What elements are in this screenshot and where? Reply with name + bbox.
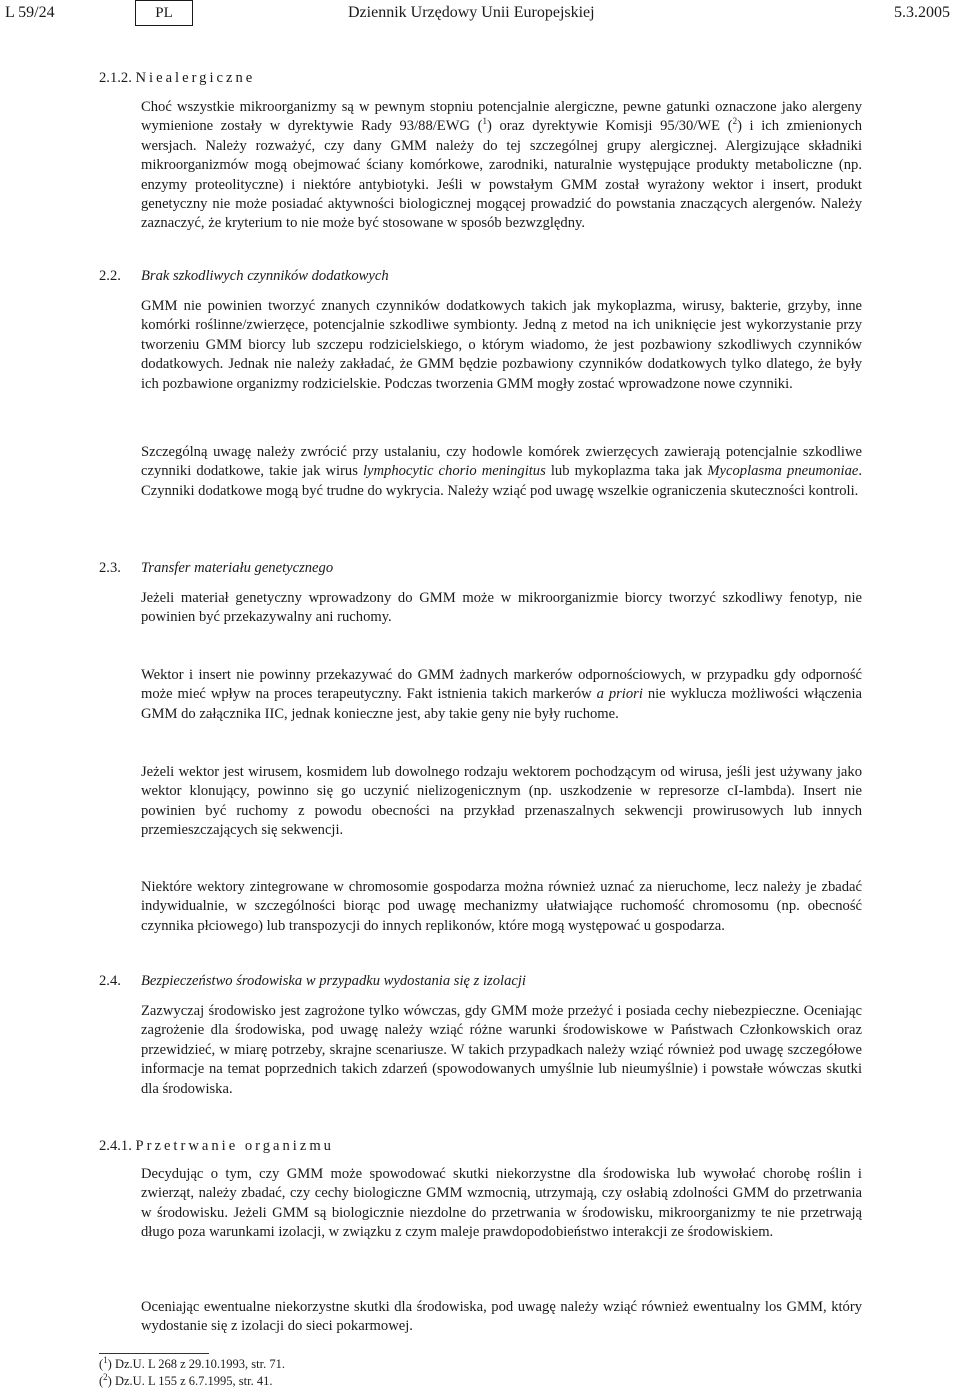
text-run: Wektor i insert nie powinny przekazywać do GMM żadnych markerów odpornościowych, w przypadku gdy odporność może mieć wpływ na proces terapeutyczny. Fakt istnienia takich markerów bbox=[141, 667, 862, 703]
section-number: 2.1.2. bbox=[99, 70, 132, 86]
text-run: . Czynniki dodatkowe mogą być trudne do wykrycia. Należy wziąć pod uwagę wszelkie ograniczenia skuteczności kontroli. bbox=[141, 463, 863, 499]
footnote-text: Dz.U. L 155 z 6.7.1995, str. 41. bbox=[114, 1374, 273, 1388]
text-run: ) oraz dyrektywie Komisji 95/30/WE ( bbox=[487, 118, 733, 135]
species-name: Mycoplasma pneumoniae bbox=[707, 463, 859, 480]
section-title: Niealergiczne bbox=[135, 70, 256, 86]
paragraph-environment-safety bbox=[141, 1002, 862, 1099]
paragraph-cell-cultures bbox=[141, 443, 862, 501]
text-run: ) i ich zmienionych wersjach. Należy rozważyć, czy dany GMM należy do tej szczególnej grupy alergicznej. Alergizujące składniki mikroorganizmów mogą obejmować ściany komórkowe, zarodniki, naturalnie występujące produkty metaboliczne (np. enzymy proteolityczne) i niektóre antybiotyki. Jeśli w powstałym GMM został wyrażony wektor i insert, produkt genetyczny nie może posiadać aktywności biologicznej mogącej prowadzić do powstania znaczących alergenów. Należy zaznaczyć, że kryterium to nie może być stosowane w sposób bezwzględny. bbox=[141, 118, 863, 232]
footnote-1: ($^1$) Dz.U. L 268 z 29.10.1993, str. 71. bbox=[99, 1354, 285, 1371]
text-run: Oceniając ewentualne niekorzystne skutki dla środowiska, pod uwagę należy wziąć również ewentualny los GMM, który wydostanie się z izolacji do sieci pokarmowej. bbox=[141, 1299, 862, 1335]
section-title: Przetrwanie organizmu bbox=[135, 1138, 334, 1154]
paragraph-allergenic bbox=[141, 98, 862, 234]
paragraph-genetic-transfer-1 bbox=[141, 589, 862, 628]
footnote-separator bbox=[99, 1353, 209, 1354]
section-2-3-title: Transfer materiału genetycznego bbox=[141, 560, 334, 576]
paragraph-organism-survival-2 bbox=[141, 1298, 862, 1337]
section-2-3-number: 2.3. bbox=[99, 560, 121, 576]
text-run: Niektóre wektory zintegrowane w chromosomie gospodarza można również uznać za nieruchome, lecz należy je zbadać indywidualnie, w szczególności biorąc pod uwagę mechanizmy ułatwiające ruchomość chromosomu (np. obecność czynnika płciowego) lub transpozycji do innych replikonów, które mogą występować u gospodarza. bbox=[141, 879, 862, 934]
latin-term: a priori bbox=[596, 686, 643, 703]
section-number: 2.4.1. bbox=[99, 1138, 132, 1154]
paragraph-organism-survival-1 bbox=[141, 1165, 862, 1243]
text-run: Szczególną uwagę należy zwrócić przy ustalaniu, czy hodowle komórek zwierzęcych zawierają potencjalnie szkodliwe czynniki dodatkowe, takie jak wirus bbox=[141, 444, 862, 480]
text-run: nie wyklucza możliwości włączenia GMM do załącznika IIC, jednak konieczne jest, aby takie geny nie były ruchome. bbox=[141, 686, 862, 722]
text-run: Choć wszystkie mikroorganizmy są w pewnym stopniu potencjalnie alergiczne, pewne gatunki oznaczone jako alergeny wymienione zostały w dyrektywie Rady 93/88/EWG ( bbox=[141, 99, 862, 135]
paragraph-genetic-transfer-4 bbox=[141, 878, 862, 936]
virus-name: lymphocytic chorio meningitus bbox=[362, 463, 546, 480]
paragraph-accessory-agents bbox=[141, 297, 862, 394]
text-run: Jeżeli materiał genetyczny wprowadzony do GMM może w mikroorganizmie biorcy tworzyć szkodliwy fenotyp, nie powinien być przekazywalny ani ruchomy. bbox=[141, 590, 862, 626]
footnote-number: 2 bbox=[103, 1371, 108, 1382]
paragraph-genetic-transfer-3 bbox=[141, 763, 862, 841]
footnote-2: ($^2$) Dz.U. L 155 z 6.7.1995, str. 41. bbox=[99, 1371, 273, 1388]
text-run: Jeżeli wektor jest wirusem, kosmidem lub dowolnego rodzaju wektorem pochodzącym od wirusa, jeśli jest używany jako wektor klonujący, powinno się go uczynić nielizogenicznym (np. uszkodzenie w represorze cI-lambda). Insert nie powinien być ruchomy z powodu obecności na przykład przenaszalnych sekwencji prowirusowych lub innych przemieszczających się sekwencji. bbox=[141, 764, 862, 839]
journal-reference: L 59/24 bbox=[5, 4, 55, 21]
footnote-ref-2: 2 bbox=[732, 116, 738, 127]
journal-title: Dziennik Urzędowy Unii Europejskiej bbox=[348, 4, 595, 21]
footnote-number: 1 bbox=[103, 1354, 108, 1365]
section-2-4-title: Bezpieczeństwo środowiska w przypadku wydostania się z izolacji bbox=[141, 973, 526, 989]
paragraph-genetic-transfer-2 bbox=[141, 666, 862, 724]
publication-date: 5.3.2005 bbox=[894, 4, 950, 21]
section-2-2-title: Brak szkodliwych czynników dodatkowych bbox=[141, 268, 389, 284]
text-run: Decydując o tym, czy GMM może spowodować skutki niekorzystne dla środowiska lub wywołać chorobę roślin i zwierząt, należy zbadać, czy cechy biologiczne GMM wzmocnią, utrzymają, czy osłabią zdolności GMM do przetrwania w środowisku. Jeżeli GMM są biologicznie niezdolne do przetrwania w środowisku, mikroorganizmy te nie przetrwają długo poza warunkami izolacji, w związku z czym maleje prawdopodobieństwo interakcji ze środowiskiem. bbox=[141, 1166, 862, 1241]
footnote-text: Dz.U. L 268 z 29.10.1993, str. 71. bbox=[114, 1357, 285, 1371]
language-badge: PL bbox=[135, 0, 193, 26]
text-run: GMM nie powinien tworzyć znanych czynników dodatkowych takich jak mykoplazma, wirusy, bakterie, grzyby, inne komórki roślinne/zwierzęce, potencjalnie szkodliwe symbionty. Jedną z metod na ich uniknięcie jest wykorzystanie przy tworzeniu GMM biorcy lub szczepu rodzicielskiego, o którym wiadomo, że jest pozbawiony szkodliwych czynników dodatkowych. Jednak nie należy zakładać, że GMM będzie pozbawiony czynników dodatkowych tylko dlatego, że były ich pozbawione organizmy rodzicielskie. Podczas tworzenia GMM mogły zostać wprowadzone nowe czynniki. bbox=[141, 298, 862, 392]
section-2-4-1-heading bbox=[99, 1138, 334, 1155]
section-2-4-number: 2.4. bbox=[99, 973, 121, 989]
footnote-ref-1: 1 bbox=[482, 116, 488, 127]
section-2-1-2-heading bbox=[99, 70, 255, 87]
text-run: lub mykoplazma taka jak bbox=[545, 463, 708, 480]
section-2-2-number: 2.2. bbox=[99, 268, 121, 284]
page-header bbox=[0, 4, 960, 26]
text-run: Zazwyczaj środowisko jest zagrożone tylko wówczas, gdy GMM może przeżyć i posiada cechy niebezpieczne. Oceniając zagrożenie dla środowiska, pod uwagę należy wziąć różne warunki środowiskowe w Państwach Członkowskich oraz przewidzieć, w miarę potrzeby, skrajne scenariusze. W takich przypadkach należy wziąć również pod uwagę szczegółowe informacje na temat poprzednich takich zdarzeń (spowodowanych umyślnie lub nieumyślnie) i powstałe wówczas skutki dla środowiska. bbox=[141, 1003, 862, 1097]
